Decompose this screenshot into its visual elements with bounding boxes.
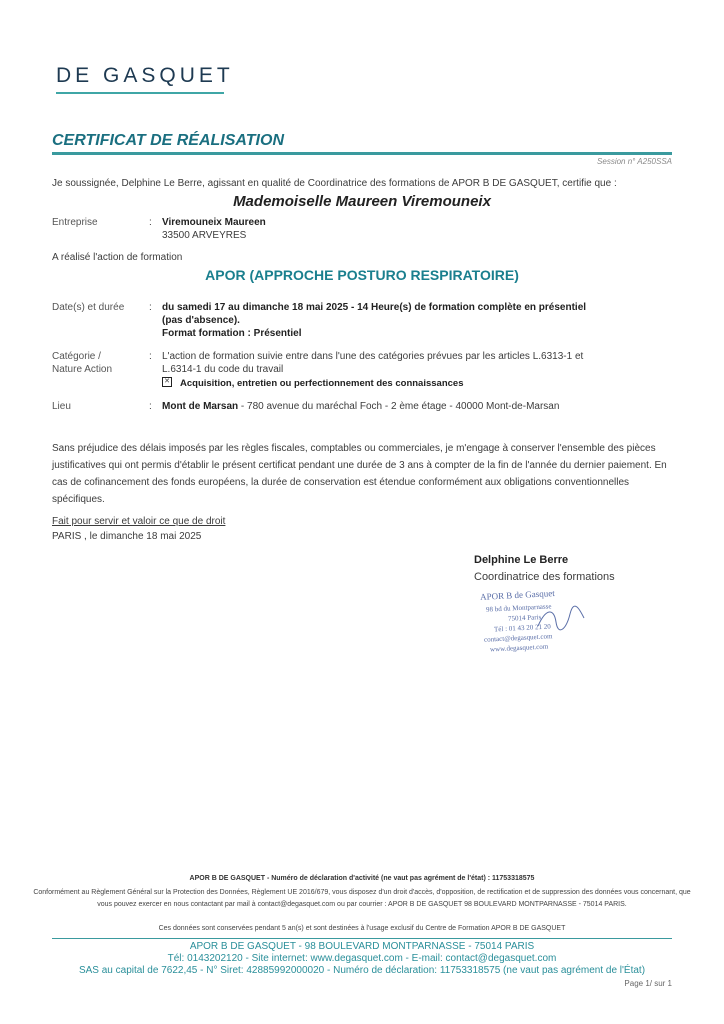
company-address: 33500 ARVEYRES: [162, 230, 247, 241]
place-label: Lieu: [52, 401, 71, 412]
trainee-name: Mademoiselle Maureen Viremouneix: [233, 193, 491, 210]
colon: :: [149, 401, 152, 412]
signatory-role: Coordinatrice des formations: [474, 571, 615, 583]
place-city: Mont de Marsan: [162, 401, 239, 412]
category-checked-label: Acquisition, entretien ou perfectionnement des connaissances: [180, 378, 464, 389]
colon: :: [149, 351, 152, 362]
signature-scribble: [536, 604, 586, 634]
company-logo: DE GASQUET: [56, 64, 234, 87]
place-and-date: PARIS , le dimanche 18 mai 2025: [52, 531, 202, 542]
stamp-line: 75014 Paris: [507, 613, 542, 623]
category-text: L'action de formation suivie entre dans l'une des catégories prévues par les articles L.6313-1 et: [162, 351, 584, 362]
stamp-line: www.degasquet.com: [489, 642, 549, 654]
footer-legal: SAS au capital de 7622,45 - N° Siret: 42885992000020 - Numéro de déclaration: 11753318575 (ne vaut pas agrément de l'État): [78, 965, 646, 976]
company-label: Entreprise: [52, 217, 98, 228]
colon: :: [149, 217, 152, 228]
action-intro: A réalisé l'action de formation: [52, 252, 183, 263]
footer-contact: Tél: 0143202120 - Site internet: www.degasquet.com - E-mail: contact@degasquet.com: [167, 953, 557, 964]
company-name: Viremouneix Maureen: [162, 217, 266, 228]
course-title: APOR (APPROCHE POSTURO RESPIRATOIRE): [205, 267, 519, 283]
footer-gdpr: Conformément au Règlement Général sur la Protection des Données, Règlement UE 2016/679, vous disposez d'un droit d'accès, d'opposition, de rectification et de suppression des données vous concernant, que vous pouvez exercer en nous contactant par mail à contact@degasquet.com ou par courrier : APOR B DE GASQUET 98 BOULEVARD MONTPARNASSE - 75014 PARIS.: [33, 889, 691, 908]
footer-divider: [52, 938, 672, 939]
footer-retention: Ces données sont conservées pendant 5 an(s) et sont destinées à l'usage exclusif du Centre de Formation APOR B DE GASQUET: [158, 925, 566, 932]
colon: :: [149, 302, 152, 313]
nature-label: Nature Action: [52, 364, 113, 375]
place-value: [162, 400, 559, 413]
intro-statement: Je soussignée, Delphine Le Berre, agissant en qualité de Coordinatrice des formations de APOR B DE GASQUET, certifie que :: [52, 178, 617, 189]
certificate-title: CERTIFICAT DE RÉALISATION: [52, 132, 284, 149]
stamp-line: Tél : 01 43 20 21 20: [493, 622, 551, 634]
dates-line-2: (pas d'absence).: [162, 315, 240, 326]
stamp-line: 98 bd du Montparnasse: [485, 602, 552, 614]
dates-label: Date(s) et durée: [52, 302, 125, 313]
session-number: Session n° A250SSA: [597, 157, 672, 166]
category-checkbox: ✕: [162, 377, 172, 387]
footer-address: APOR B DE GASQUET - 98 BOULEVARD MONTPARNASSE - 75014 PARIS: [189, 941, 535, 952]
company-stamp: [478, 590, 588, 655]
stamp-line: contact@degasquet.com: [483, 632, 553, 644]
category-text-2: L.6314-1 du code du travail: [162, 364, 284, 375]
training-format: Format formation : Présentiel: [162, 328, 302, 339]
category-label: Catégorie /: [52, 351, 101, 362]
made-for-statement: Fait pour servir et valoir ce que de droit: [52, 516, 226, 527]
retention-paragraph: Sans préjudice des délais imposés par les règles fiscales, comptables ou commerciales, je m'engage à conserver l'ensemble des pièces justificatives qui ont permis d'établir le présent certificat pendant une durée de 3 ans à compter de la fin de l'année du dernier paiement. En cas de cofinancement des fonds européens, la durée de conservation est étendue conformément aux obligations conventionnelles spécifiques.: [52, 443, 667, 505]
footer-declaration: APOR B DE GASQUET - Numéro de déclaration d'activité (ne vaut pas agrément de l'état) : 11753318575: [189, 875, 535, 882]
place-address: - 780 avenue du maréchal Foch - 2 ème étage - 40000 Mont-de-Marsan: [238, 401, 560, 412]
title-divider: [52, 152, 672, 155]
logo-underline: [56, 92, 224, 94]
signatory-name: Delphine Le Berre: [474, 554, 569, 566]
stamp-line: APOR B de Gasquet: [479, 588, 555, 602]
page-number: Page 1/ sur 1: [624, 979, 672, 988]
dates-line: du samedi 17 au dimanche 18 mai 2025 - 14 Heure(s) de formation complète en présentiel: [162, 302, 587, 313]
